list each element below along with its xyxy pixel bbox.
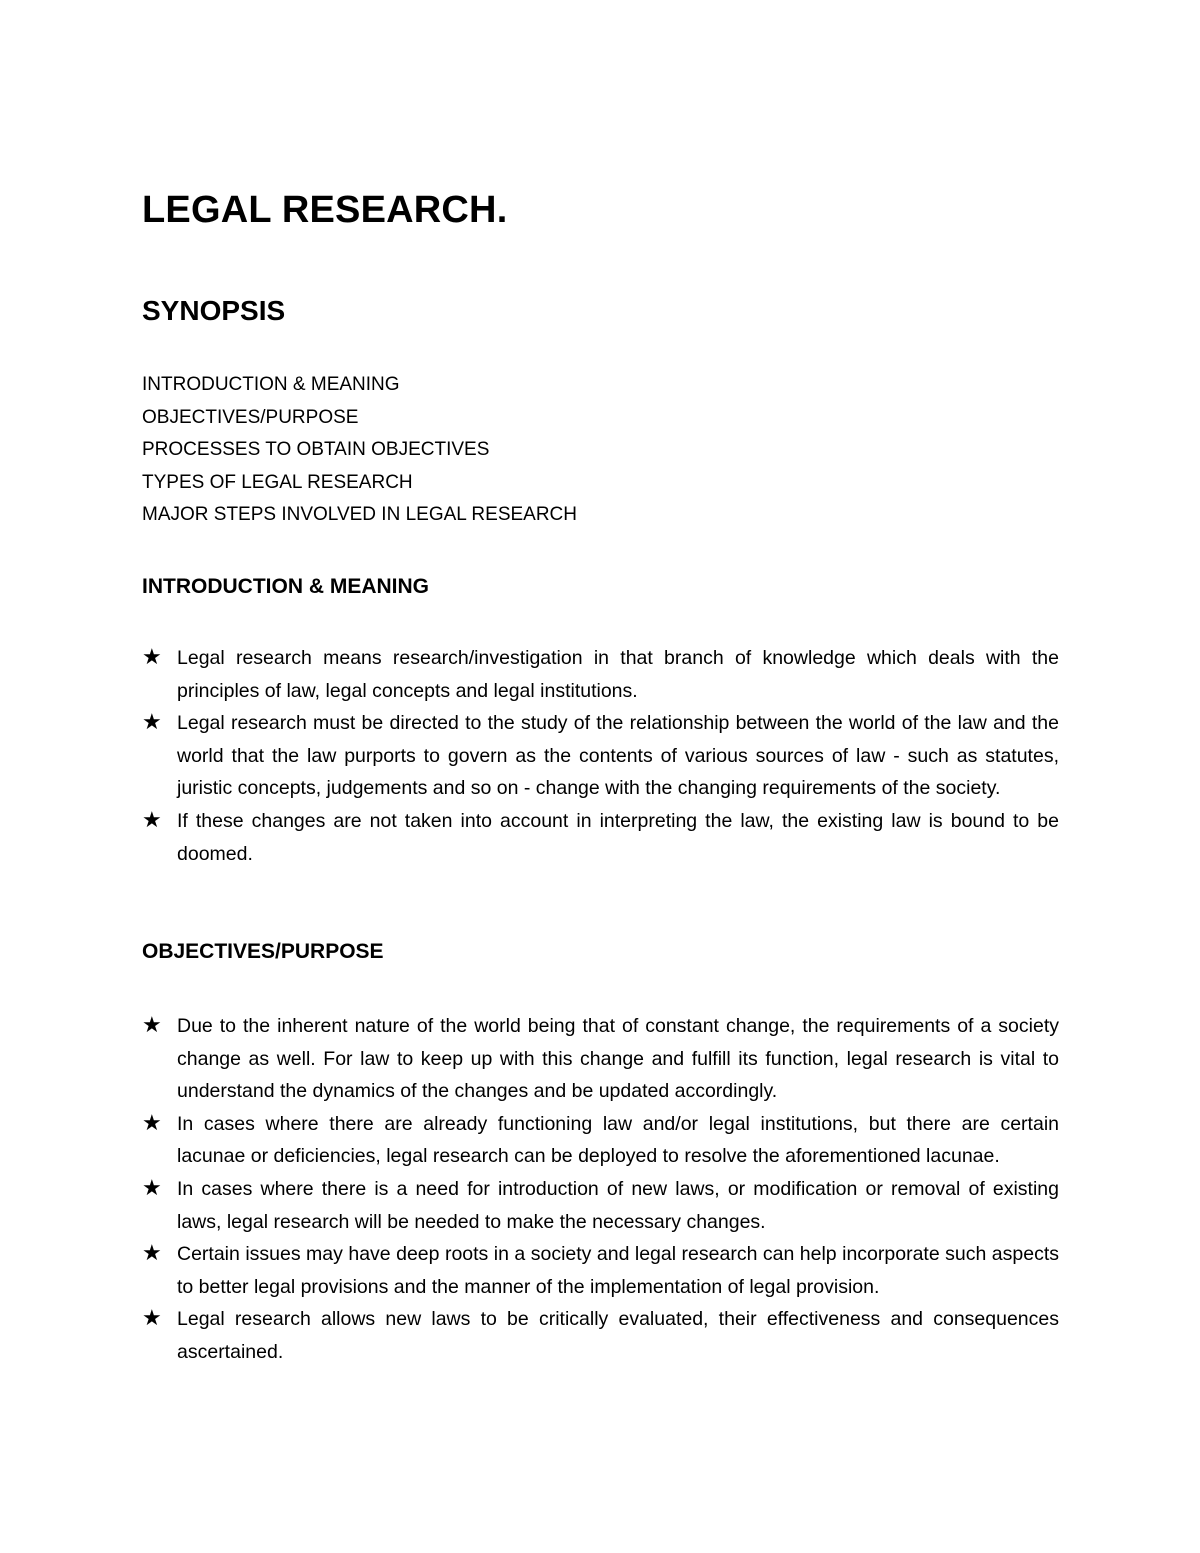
section-heading-introduction: INTRODUCTION & MEANING xyxy=(142,575,429,598)
synopsis-item: MAJOR STEPS INVOLVED IN LEGAL RESEARCH xyxy=(142,504,577,525)
synopsis-list xyxy=(142,369,577,532)
bullet-text: Legal research must be directed to the study of the relationship between the world of the law and the world that the law purports to govern as the contents of various sources of law - such as statutes, juristic concepts, judgements and so on - change with the changing requirements of the society. xyxy=(177,712,1059,800)
synopsis-item: INTRODUCTION & MEANING xyxy=(142,374,400,395)
synopsis-item: OBJECTIVES/PURPOSE xyxy=(142,406,359,428)
synopsis-item: TYPES OF LEGAL RESEARCH xyxy=(142,471,413,493)
star-bullet-icon: ★ xyxy=(142,1013,162,1038)
bullet-text: Legal research means research/investigation in that branch of knowledge which deals with the principles of law, legal concepts and legal institutions. xyxy=(177,647,1059,702)
bullet-text: If these changes are not taken into account in interpreting the law, the existing law is bound to be doomed. xyxy=(177,809,1059,865)
star-bullet-icon: ★ xyxy=(142,1306,162,1332)
list-item xyxy=(142,707,1059,805)
bullet-text: In cases where there are already functioning law and/or legal institutions, but there are certain lacunae or deficiencies, legal research can be deployed to resolve the aforementioned lacunae. xyxy=(177,1112,1059,1168)
list-item xyxy=(142,642,1059,707)
section-heading-objectives: OBJECTIVES/PURPOSE xyxy=(142,940,384,963)
list-item xyxy=(142,805,1059,870)
introduction-bullet-list xyxy=(142,642,1059,870)
bullet-text: In cases where there is a need for introduction of new laws, or modification or removal of existing laws, legal research will be needed to make the necessary changes. xyxy=(177,1177,1059,1233)
list-item xyxy=(142,1173,1059,1238)
list-item xyxy=(142,1108,1059,1173)
list-item xyxy=(142,1303,1059,1368)
bullet-text: Legal research allows new laws to be critically evaluated, their effectiveness and consequences ascertained. xyxy=(177,1308,1059,1363)
document-title: LEGAL RESEARCH. xyxy=(142,189,508,231)
star-bullet-icon: ★ xyxy=(142,1175,162,1201)
star-bullet-icon: ★ xyxy=(142,645,162,670)
list-item xyxy=(142,1010,1059,1108)
objectives-bullet-list xyxy=(142,1010,1059,1369)
synopsis-item: PROCESSES TO OBTAIN OBJECTIVES xyxy=(142,439,490,460)
list-item xyxy=(142,1238,1059,1303)
star-bullet-icon: ★ xyxy=(142,807,162,833)
star-bullet-icon: ★ xyxy=(142,710,162,736)
star-bullet-icon: ★ xyxy=(142,1110,162,1136)
star-bullet-icon: ★ xyxy=(142,1241,162,1267)
bullet-text: Due to the inherent nature of the world being that of constant change, the requirements of a society change as well. For law to keep up with this change and fulfill its function, legal research is vital to understand the dynamics of the changes and be updated accordingly. xyxy=(177,1015,1059,1103)
bullet-text: Certain issues may have deep roots in a society and legal research can help incorporate such aspects to better legal provisions and the manner of the implementation of legal provision. xyxy=(177,1243,1059,1298)
synopsis-heading: SYNOPSIS xyxy=(142,295,286,326)
